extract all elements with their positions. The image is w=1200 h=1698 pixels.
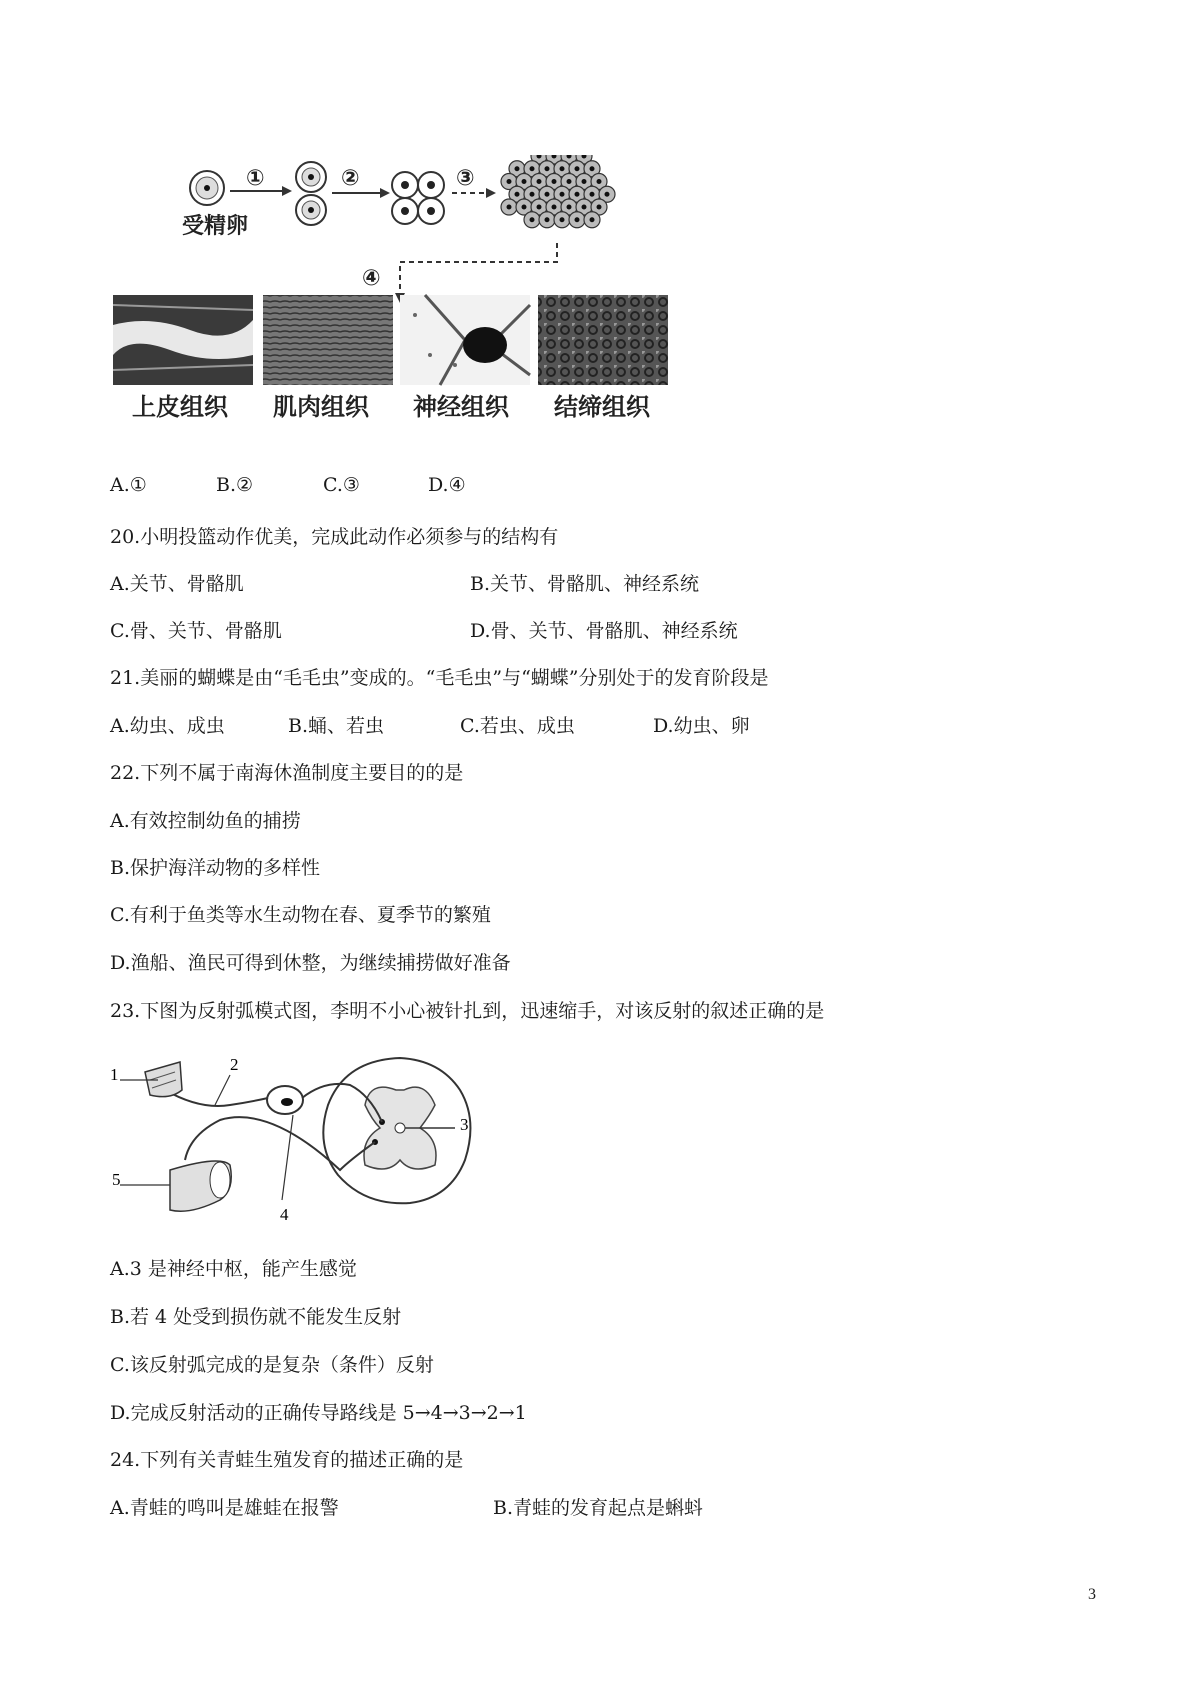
cluster-cell-nucleus bbox=[590, 166, 595, 171]
cluster-cell-nucleus bbox=[515, 166, 520, 171]
step-3-label: ③ bbox=[456, 166, 475, 191]
cluster-cell-nucleus bbox=[590, 192, 595, 197]
cluster-cell-nucleus bbox=[560, 192, 565, 197]
cluster-cell-nucleus bbox=[575, 192, 580, 197]
q23-option-a: A.3 是神经中枢，能产生感觉 bbox=[110, 1258, 357, 1280]
cluster-cell-nucleus bbox=[590, 217, 595, 222]
fertilized-egg-label: 受精卵 bbox=[182, 214, 249, 239]
cluster-cell-nucleus bbox=[545, 217, 550, 222]
cluster-cell-nucleus bbox=[582, 205, 587, 210]
step-1-label: ① bbox=[246, 166, 265, 191]
cluster-cell-nucleus bbox=[530, 217, 535, 222]
cluster-cell-nucleus bbox=[537, 205, 542, 210]
cluster-cell-nucleus bbox=[575, 166, 580, 171]
q19-option-a: A.① bbox=[110, 474, 147, 496]
cluster-cell-nucleus bbox=[537, 179, 542, 184]
cluster-cell-nucleus bbox=[560, 217, 565, 222]
q19-option-b: B.② bbox=[216, 474, 254, 496]
cluster-cell-nucleus bbox=[530, 192, 535, 197]
reflex-label-2: 2 bbox=[230, 1055, 239, 1074]
muscle-tissue-image bbox=[263, 295, 393, 385]
q21-option-a: A.幼虫、成虫 bbox=[110, 715, 225, 737]
cluster-cell-nucleus bbox=[507, 179, 512, 184]
q21-option-d: D.幼虫、卵 bbox=[653, 715, 750, 737]
spinal-cord-section bbox=[323, 1058, 470, 1203]
cluster-cell-nucleus bbox=[522, 179, 527, 184]
q20-option-c: C.骨、关节、骨骼肌 bbox=[110, 620, 282, 642]
fertilized-egg-cell bbox=[190, 171, 224, 205]
cluster-cell-nucleus bbox=[507, 205, 512, 210]
q20-option-b: B.关节、骨骼肌、神经系统 bbox=[470, 573, 700, 595]
reflex-label-1: 1 bbox=[110, 1065, 119, 1084]
q21-option-b: B.蛹、若虫 bbox=[288, 715, 385, 737]
cluster-cell-nucleus bbox=[522, 205, 527, 210]
q21-option-c: C.若虫、成虫 bbox=[460, 715, 575, 737]
cluster-cell-nucleus bbox=[530, 166, 535, 171]
nerve-tissue-image bbox=[400, 295, 530, 385]
q22-stem: 22.下列不属于南海休渔制度主要目的的是 bbox=[110, 762, 464, 784]
cluster-cell-nucleus bbox=[545, 192, 550, 197]
cluster-cell-nucleus bbox=[605, 192, 610, 197]
q22-option-c: C.有利于鱼类等水生动物在春、夏季节的繁殖 bbox=[110, 904, 491, 926]
epithelial-tissue-image bbox=[113, 295, 253, 385]
cell-differentiation-figure bbox=[110, 155, 690, 455]
connective-tissue-image bbox=[538, 295, 668, 385]
cluster-cell-nucleus bbox=[575, 217, 580, 222]
cluster-cell-nucleus bbox=[567, 179, 572, 184]
arrow-4 bbox=[400, 243, 557, 295]
q20-option-d: D.骨、关节、骨骼肌、神经系统 bbox=[470, 620, 738, 642]
q24-option-a: A.青蛙的鸣叫是雄蛙在报警 bbox=[110, 1497, 339, 1519]
q21-stem: 21.美丽的蝴蝶是由“毛毛虫”变成的。“毛毛虫”与“蝴蝶”分别处于的发育阶段是 bbox=[110, 667, 769, 689]
tissue-label-epithelial: 上皮组织 bbox=[132, 393, 228, 421]
tissue-label-nerve: 神经组织 bbox=[413, 393, 509, 421]
cluster-cell-nucleus bbox=[515, 192, 520, 197]
cluster-cell-nucleus bbox=[567, 205, 572, 210]
receptor-skin bbox=[145, 1062, 182, 1097]
cluster-cell-nucleus bbox=[560, 166, 565, 171]
q20-stem: 20.小明投篮动作优美，完成此动作必须参与的结构有 bbox=[110, 526, 559, 548]
reflex-label-3: 3 bbox=[460, 1115, 469, 1134]
q23-option-d: D.完成反射活动的正确传导路线是 5→4→3→2→1 bbox=[110, 1402, 527, 1424]
step-4-label: ④ bbox=[362, 266, 381, 291]
q24-option-b: B.青蛙的发育起点是蝌蚪 bbox=[493, 1497, 704, 1519]
reflex-label-5: 5 bbox=[112, 1170, 121, 1189]
reflex-label-4: 4 bbox=[280, 1205, 289, 1224]
q19-option-c: C.③ bbox=[323, 474, 360, 496]
step-2-label: ② bbox=[341, 166, 360, 191]
cluster-cell-nucleus bbox=[545, 166, 550, 171]
effector-muscle bbox=[170, 1161, 231, 1211]
q23-option-b: B.若 4 处受到损伤就不能发生反射 bbox=[110, 1306, 402, 1328]
q20-option-a: A.关节、骨骼肌 bbox=[110, 573, 244, 595]
q23-option-c: C.该反射弧完成的是复杂（条件）反射 bbox=[110, 1354, 434, 1376]
cluster-cell-nucleus bbox=[597, 205, 602, 210]
reflex-arc-figure bbox=[110, 1050, 510, 1240]
cluster-cell-nucleus bbox=[552, 205, 557, 210]
q23-stem: 23.下图为反射弧模式图，李明不小心被针扎到，迅速缩手，对该反射的叙述正确的是 bbox=[110, 1000, 825, 1022]
cell-cluster bbox=[501, 155, 615, 228]
q22-option-a: A.有效控制幼鱼的捕捞 bbox=[110, 810, 301, 832]
cluster-cell-nucleus bbox=[582, 179, 587, 184]
two-cell-stage bbox=[296, 162, 326, 225]
q22-option-d: D.渔船、渔民可得到休整，为继续捕捞做好准备 bbox=[110, 952, 511, 974]
q24-stem: 24.下列有关青蛙生殖发育的描述正确的是 bbox=[110, 1449, 464, 1471]
four-cell-stage bbox=[392, 172, 444, 224]
page-number: 3 bbox=[1088, 1586, 1096, 1603]
q19-option-d: D.④ bbox=[428, 474, 466, 496]
cluster-cell-nucleus bbox=[597, 179, 602, 184]
tissue-label-connective: 结缔组织 bbox=[554, 393, 650, 421]
q22-option-b: B.保护海洋动物的多样性 bbox=[110, 857, 321, 879]
tissue-label-muscle: 肌肉组织 bbox=[273, 393, 369, 421]
cluster-cell-nucleus bbox=[552, 179, 557, 184]
